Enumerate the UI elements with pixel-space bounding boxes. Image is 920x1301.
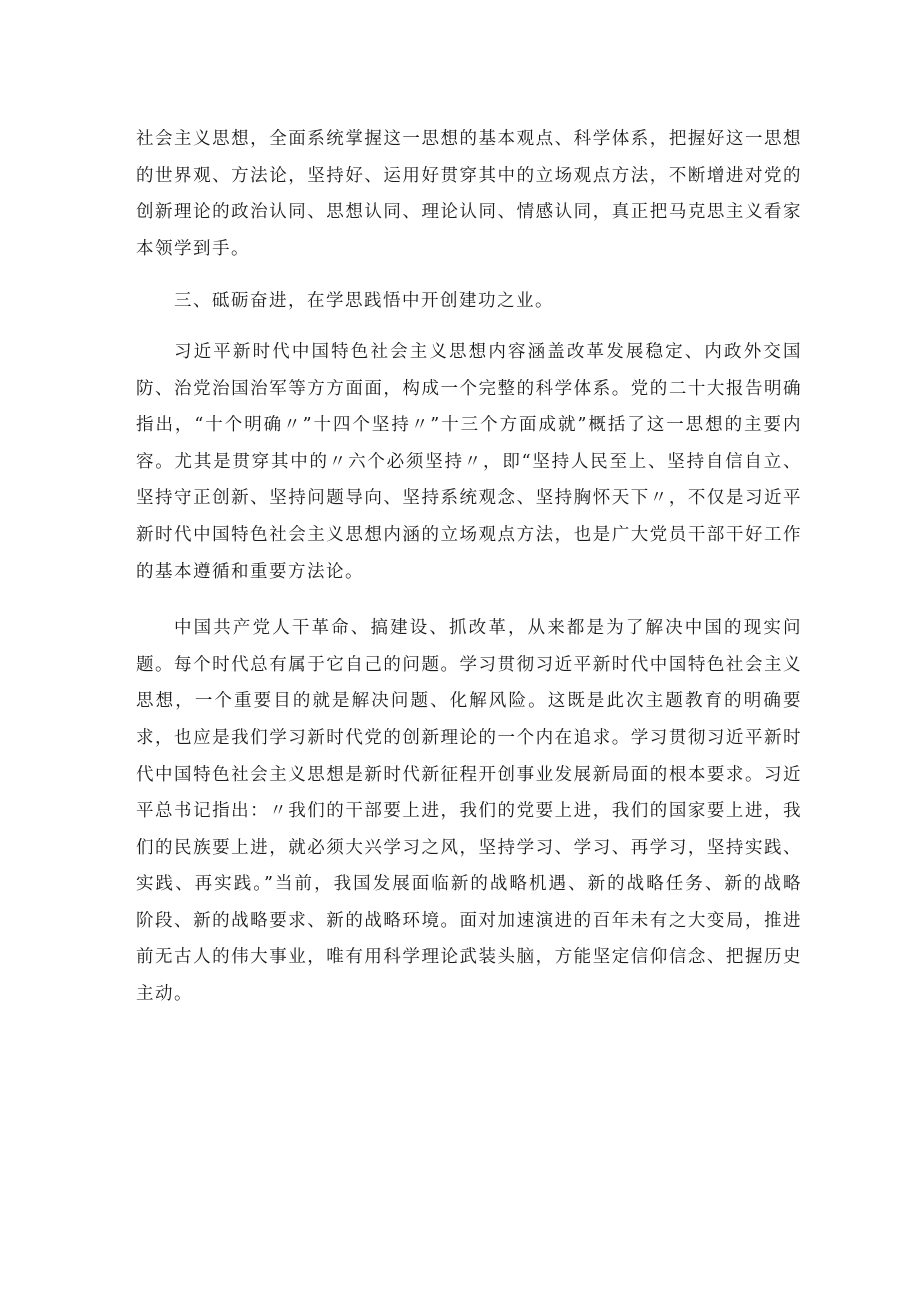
paragraph-body: 中国共产党人干革命、搞建设、抓改革，从来都是为了解决中国的现实问题。每个时代总有属于它自己的问题。学习贯彻习近平新时代中国特色社会主义思想，一个重要目的就是解决问题、化解风险。这既是此次主题教育的明确要求，也应是我们学习新时代党的创新理论的一个内在追求。学习贯彻习近平新时代中国特色社会主义思想是新时代新征程开创事业发展新局面的根本要求。习近平总书记指出：〃我们的干部要上进，我们的党要上进，我们的国家要上进，我们的民族要上进，就必须大兴学习之风，坚持学习、学习、再学习，坚持实践、实践、再实践。”当前，我国发展面临新的战略机遇、新的战略任务、新的战略阶段、新的战略要求、新的战略环境。面对加速演进的百年未有之大变局，推进前无古人的伟大事业，唯有用科学理论武装头脑，方能坚定信仰信念、把握历史主动。 (136, 618, 802, 1005)
paragraph-continuation: 社会主义思想，全面系统掌握这一思想的基本观点、科学体系，把握好这一思想的世界观、方法论，坚持好、运用好贯穿其中的立场观点方法，不断增进对党的创新理论的政治认同、思想认同、理论认同、情感认同，真正把马克思主义看家本领学到手。 (136, 129, 802, 259)
paragraph-body: 习近平新时代中国特色社会主义思想内容涵盖改革发展稳定、内政外交国防、治党治国治军等方方面面，构成一个完整的科学体系。党的二十大报告明确指出，“十个明确〃”十四个坚持〃”十三个方面成就”概括了这一思想的主要内容。尤其是贯穿其中的〃六个必须坚持〃，即“坚持人民至上、坚持自信自立、坚持守正创新、坚持问题导向、坚持系统观念、坚持胸怀天下〃，不仅是习近平新时代中国特色社会主义思想内涵的立场观点方法，也是广大党员干部干好工作的基本遵循和重要方法论。 (136, 341, 802, 582)
section-heading: 三、砥砺奋进，在学思践悟中开创建功之业。 (174, 291, 554, 312)
